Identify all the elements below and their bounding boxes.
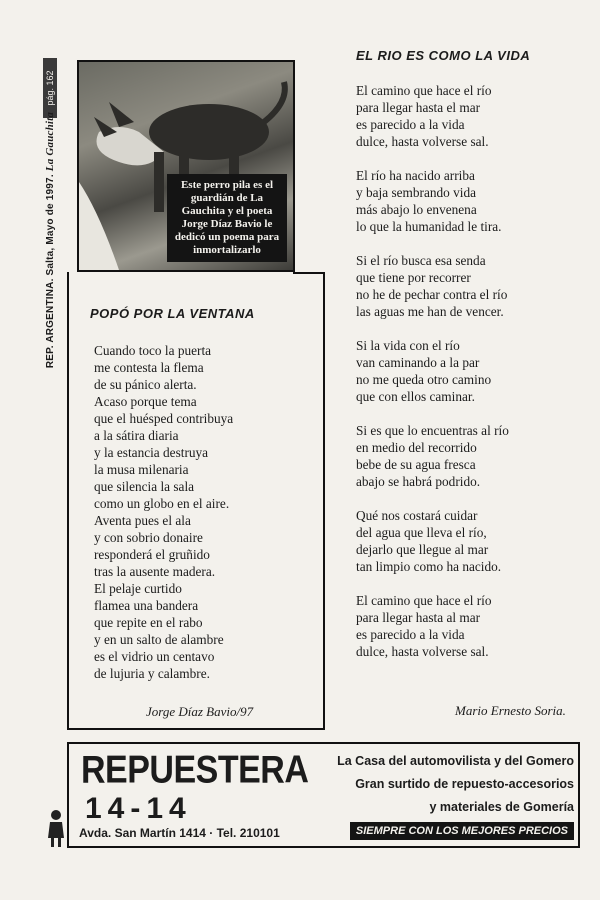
ad-line: Gran surtido de repuesto-accesorios xyxy=(355,777,574,791)
poem-line: las aguas me han de vencer. xyxy=(356,304,504,319)
spine-header xyxy=(41,111,59,369)
poem-line: Acaso porque tema xyxy=(94,394,197,409)
poem-line: para llegar hasta al mar xyxy=(356,610,481,625)
poem-line: y con sobrio donaire xyxy=(94,530,203,545)
poem-line: Si el río busca esa senda xyxy=(356,253,486,268)
poem-body-left xyxy=(94,342,314,682)
ad-description xyxy=(289,750,574,819)
advertisement xyxy=(67,742,580,848)
poem-line: El camino que hace el río xyxy=(356,593,492,608)
poem-line: flamea una bandera xyxy=(94,598,199,613)
poem-line: El camino que hace el río xyxy=(356,83,492,98)
poem-line: de su pánico alerta. xyxy=(94,377,197,392)
poem-stanza xyxy=(356,82,581,150)
poem-line: no me queda otro camino xyxy=(356,372,492,387)
poem-line: dulce, hasta volverse sal. xyxy=(356,134,489,149)
poem-line: van caminando a la par xyxy=(356,355,480,370)
photo-caption: Este perro pila es el guardián de La Gauchita y el poeta Jorge Díaz Bavio le dedicó un poema para inmortalizarlo xyxy=(167,174,287,262)
dog-photo xyxy=(77,60,295,272)
poem-line: para llegar hasta el mar xyxy=(356,100,481,115)
poem-author-left: Jorge Díaz Bavio/97 xyxy=(146,704,254,719)
ad-address: Avda. San Martín 1414 · Tel. 210101 xyxy=(79,826,280,840)
mascot-icon xyxy=(46,808,66,848)
poem-line: que el huésped contribuya xyxy=(94,411,234,426)
poem-stanza xyxy=(356,337,581,405)
ad-line: La Casa del automovilista y del Gomero xyxy=(337,754,574,768)
poem-line: y baja sembrando vida xyxy=(356,185,477,200)
poem-line: que tiene por recorrer xyxy=(356,270,471,285)
poem-line: Qué nos costará cuidar xyxy=(356,508,478,523)
poem-stanza xyxy=(356,507,581,575)
spine-text: REP. ARGENTINA. Salta, Mayo de 1997. xyxy=(45,171,56,369)
ad-business-number: 14-14 xyxy=(85,792,192,825)
poem-line: de lujuria y calambre. xyxy=(94,666,210,681)
poem-line: es parecido a la vida xyxy=(356,117,465,132)
poem-title-right: EL RIO ES COMO LA VIDA xyxy=(356,48,531,63)
poem-line: tras la ausente madera. xyxy=(94,564,216,579)
poem-line: como un globo en el aire. xyxy=(94,496,230,511)
poem-author-right: Mario Ernesto Soria. xyxy=(455,703,566,718)
poem-line: Si es que lo encuentras al río xyxy=(356,423,509,438)
ad-line: y materiales de Gomería xyxy=(429,800,574,814)
poem-line: El río ha nacido arriba xyxy=(356,168,475,183)
poem-title-left: POPÓ POR LA VENTANA xyxy=(90,306,255,321)
poem-line: la musa milenaria xyxy=(94,462,189,477)
poem-stanza xyxy=(356,422,581,490)
poem-line: en medio del recorrido xyxy=(356,440,477,455)
poem-line: y en un salto de alambre xyxy=(94,632,224,647)
poem-line: dulce, hasta volverse sal. xyxy=(356,644,489,659)
poem-line: dejarlo que llegue al mar xyxy=(356,542,489,557)
poem-line: abajo se habrá podrido. xyxy=(356,474,481,489)
poem-line: Aventa pues el ala xyxy=(94,513,191,528)
ad-business-name: REPUESTERA xyxy=(81,748,309,792)
poem-line: a la sátira diaria xyxy=(94,428,179,443)
poem-body-right xyxy=(356,82,581,677)
poem-line: Si la vida con el río xyxy=(356,338,460,353)
poem-stanza xyxy=(356,167,581,235)
page-number-tag xyxy=(43,58,57,118)
poem-line: tan limpio como ha nacido. xyxy=(356,559,502,574)
poem-line: que repite en el rabo xyxy=(94,615,203,630)
poem-line: es el vidrio un centavo xyxy=(94,649,215,664)
page-number: pág. 162 xyxy=(45,70,55,106)
poem-line: me contesta la flema xyxy=(94,360,204,375)
ad-slogan: SIEMPRE CON LOS MEJORES PRECIOS xyxy=(350,822,574,840)
poem-line: bebe de su agua fresca xyxy=(356,457,476,472)
poem-line: responderá el gruñido xyxy=(94,547,210,562)
poem-line: es parecido a la vida xyxy=(356,627,465,642)
poem-line: más abajo lo envenena xyxy=(356,202,477,217)
poem-line: Cuando toco la puerta xyxy=(94,343,212,358)
poem-line: que silencia la sala xyxy=(94,479,195,494)
poem-line: El pelaje curtido xyxy=(94,581,182,596)
spine-magazine: La Gauchita xyxy=(44,111,56,172)
poem-stanza xyxy=(356,592,581,660)
poem-stanza xyxy=(356,252,581,320)
poem-line: del agua que lleva el río, xyxy=(356,525,487,540)
poem-line: que con ellos caminar. xyxy=(356,389,475,404)
poem-line: lo que la humanidad le tira. xyxy=(356,219,502,234)
poem-line: y la estancia destruya xyxy=(94,445,209,460)
poem-line: no he de pechar contra el río xyxy=(356,287,508,302)
